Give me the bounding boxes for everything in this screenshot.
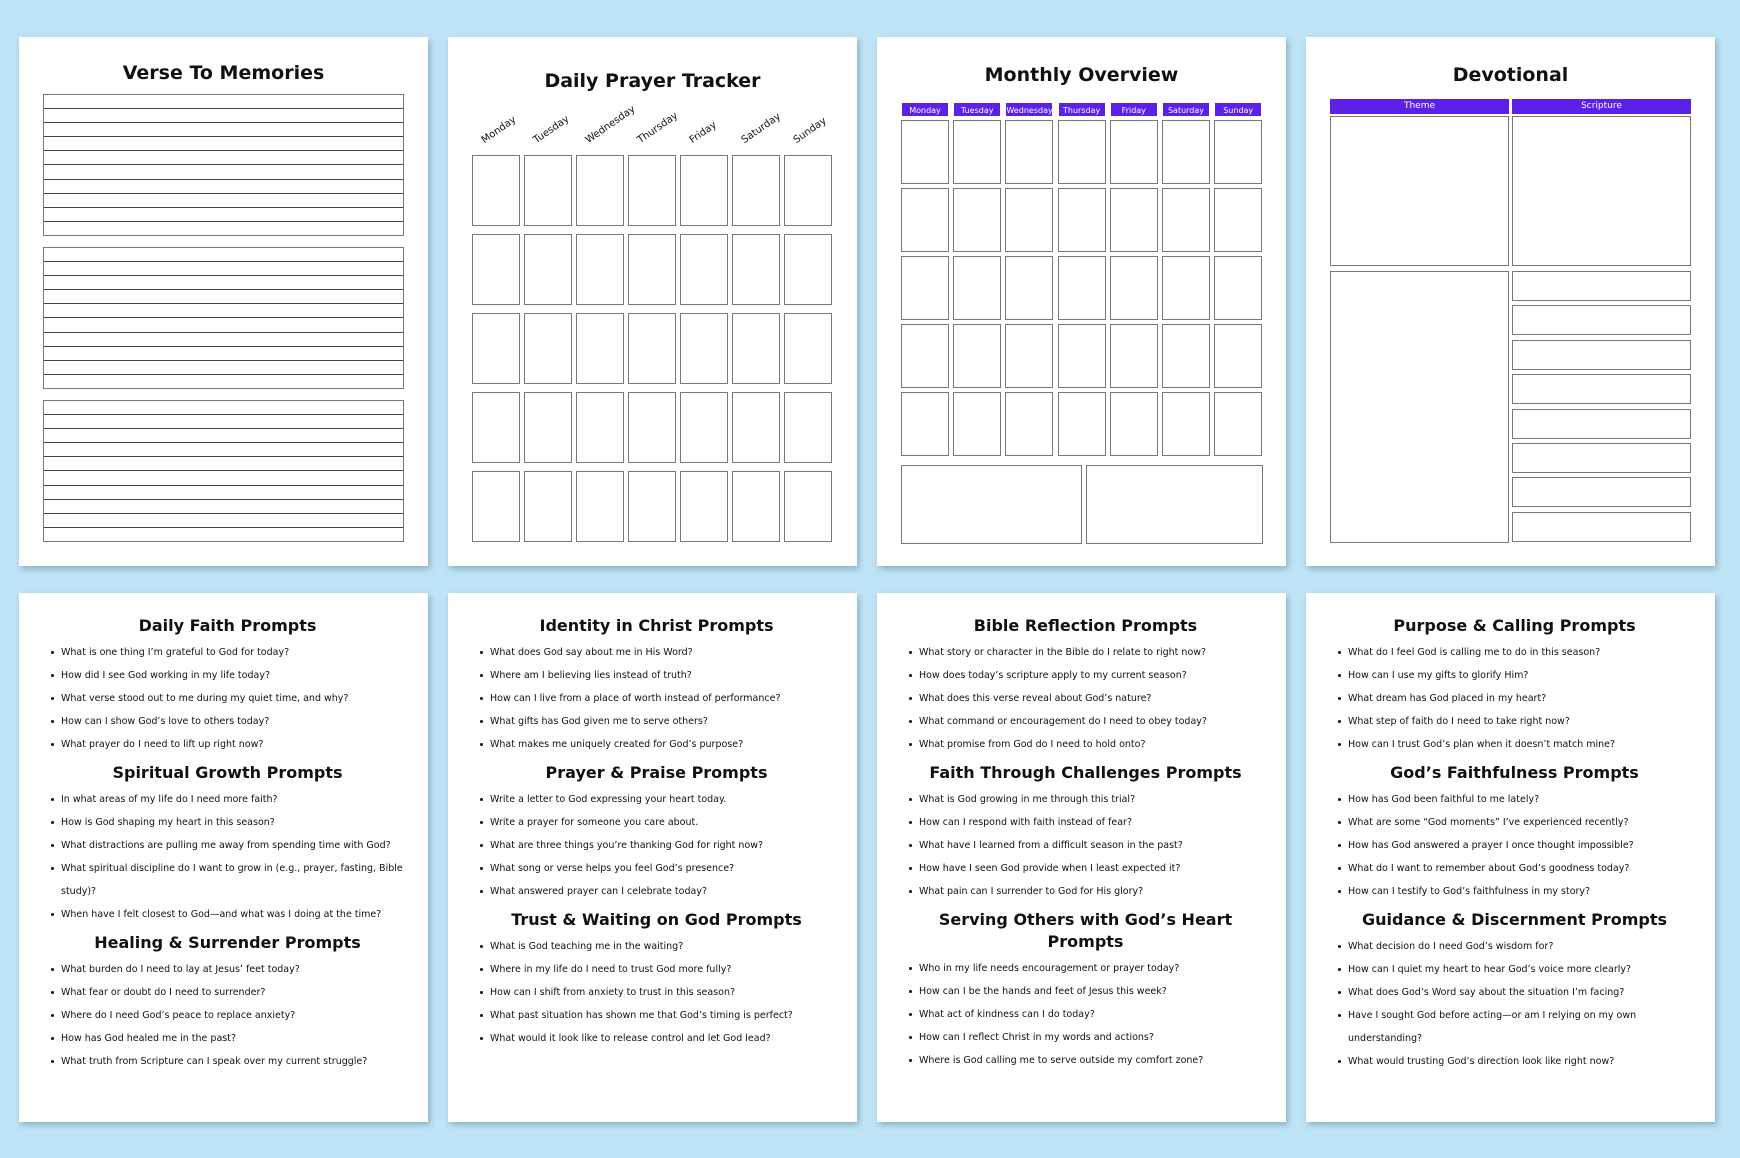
prayer-cell: [680, 392, 728, 463]
prayer-cell: [784, 392, 832, 463]
prompt-section-title: Bible Reflection Prompts: [973, 616, 1198, 635]
page-title: Daily Prayer Tracker: [544, 70, 761, 92]
page-title: Devotional: [1452, 64, 1569, 86]
calendar-cell: [1058, 392, 1106, 456]
verse-to-memories-page: [19, 37, 428, 566]
prompt-list: [47, 788, 408, 926]
calendar-cell: [901, 324, 949, 388]
prompt-item: What story or character in the Bible do I relate to right now?: [905, 641, 1266, 664]
prompt-item: How can I use my gifts to glorify Him?: [1334, 664, 1695, 687]
prompt-item: What have I learned from a difficult season in the past?: [905, 834, 1266, 857]
prompt-item: What is one thing I’m grateful to God for today?: [47, 641, 408, 664]
prompt-item: What act of kindness can I do today?: [905, 1003, 1266, 1026]
writing-line: [44, 95, 403, 109]
prompts-page-4: [1306, 593, 1715, 1122]
prompt-item: What pain can I surrender to God for His glory?: [905, 880, 1266, 903]
calendar-cell: [1110, 256, 1158, 320]
calendar-day-header: Monday: [901, 102, 949, 117]
devotional-row-box: [1512, 340, 1691, 370]
prayer-cell: [732, 471, 780, 542]
writing-line: [44, 180, 403, 194]
writing-line: [44, 347, 403, 361]
calendar-cell: [1005, 392, 1053, 456]
prayer-cell: [576, 234, 624, 305]
devotional-row-box: [1512, 443, 1691, 473]
prompt-item: What do I want to remember about God’s goodness today?: [1334, 857, 1695, 880]
prompt-item: Where in my life do I need to trust God more fully?: [476, 958, 837, 981]
notes-box-right: [1086, 465, 1263, 544]
calendar-cell: [1005, 324, 1053, 388]
writing-line: [44, 137, 403, 151]
prayer-cell: [472, 234, 520, 305]
prompt-section-title: Healing & Surrender Prompts: [94, 933, 361, 952]
writing-line: [44, 304, 403, 318]
writing-line: [44, 290, 403, 304]
prompt-section-title: Purpose & Calling Prompts: [1393, 616, 1636, 635]
prompt-item: How can I testify to God’s faithfulness in my story?: [1334, 880, 1695, 903]
writing-line: [44, 262, 403, 276]
calendar-cell: [901, 256, 949, 320]
prompt-item: How can I show God’s love to others today?: [47, 710, 408, 733]
prompt-item: What step of faith do I need to take right now?: [1334, 710, 1695, 733]
prompt-item: How can I respond with faith instead of fear?: [905, 811, 1266, 834]
prompt-section-title: God’s Faithfulness Prompts: [1390, 763, 1639, 782]
prompt-item: What song or verse helps you feel God’s presence?: [476, 857, 837, 880]
prompt-item: Where am I believing lies instead of truth?: [476, 664, 837, 687]
prompt-item: What does this verse reveal about God’s nature?: [905, 687, 1266, 710]
prompt-item: How has God answered a prayer I once thought impossible?: [1334, 834, 1695, 857]
prayer-cell: [732, 392, 780, 463]
calendar-cell: [901, 392, 949, 456]
scripture-box: [1512, 116, 1691, 266]
prompt-section-title: Prayer & Praise Prompts: [545, 763, 768, 782]
calendar-day-header: Saturday: [1162, 102, 1210, 117]
prompt-item: What command or encouragement do I need to obey today?: [905, 710, 1266, 733]
prompt-item: What makes me uniquely created for God’s purpose?: [476, 733, 837, 756]
calendar-day-header: Tuesday: [953, 102, 1001, 117]
prompt-item: What does God say about me in His Word?: [476, 641, 837, 664]
prayer-cell: [524, 313, 572, 384]
prompt-item: How have I seen God provide when I least expected it?: [905, 857, 1266, 880]
reflection-box: [1330, 271, 1509, 543]
prompt-item: What are some “God moments” I’ve experienced recently?: [1334, 811, 1695, 834]
calendar-cell: [1058, 188, 1106, 252]
calendar-cell: [901, 120, 949, 184]
day-label: Tuesday: [531, 113, 572, 146]
devotional-row-box: [1512, 477, 1691, 507]
calendar-cell: [953, 188, 1001, 252]
writing-line: [44, 375, 403, 389]
calendar-cell: [1110, 120, 1158, 184]
calendar-cell: [1005, 256, 1053, 320]
calendar-cell: [1110, 188, 1158, 252]
prompts-content: [47, 615, 408, 1073]
prompt-item: How can I reflect Christ in my words and actions?: [905, 1026, 1266, 1049]
prompt-list: [476, 935, 837, 1050]
prayer-cell: [732, 313, 780, 384]
calendar-day-header: Sunday: [1214, 102, 1262, 117]
calendar-day-header: Wednesday: [1005, 102, 1053, 117]
prayer-cell: [784, 155, 832, 226]
day-label: Saturday: [739, 111, 783, 146]
prayer-cell: [524, 392, 572, 463]
prompt-item: How is God shaping my heart in this season?: [47, 811, 408, 834]
prompt-item: How does today’s scripture apply to my current season?: [905, 664, 1266, 687]
prompt-item: What do I feel God is calling me to do in this season?: [1334, 641, 1695, 664]
prompt-item: What is God teaching me in the waiting?: [476, 935, 837, 958]
prompt-item: What are three things you’re thanking God for right now?: [476, 834, 837, 857]
prompt-section-title: Spiritual Growth Prompts: [112, 763, 343, 782]
prayer-cell: [628, 234, 676, 305]
prompt-list: [47, 641, 408, 756]
prompt-section-title: Guidance & Discernment Prompts: [1361, 910, 1668, 929]
calendar-cell: [1058, 120, 1106, 184]
writing-line: [44, 429, 403, 443]
prompts-page-1: [19, 593, 428, 1122]
writing-line: [44, 165, 403, 179]
calendar-cell: [1110, 392, 1158, 456]
calendar-cell: [1162, 120, 1210, 184]
prompt-section-title: Identity in Christ Prompts: [539, 616, 774, 635]
calendar-day-header: Thursday: [1058, 102, 1106, 117]
prompt-list: [1334, 641, 1695, 756]
prompt-list: [1334, 788, 1695, 903]
prayer-cell: [524, 234, 572, 305]
writing-line: [44, 194, 403, 208]
prompt-item: What does God’s Word say about the situation I’m facing?: [1334, 981, 1695, 1004]
prompt-item: How has God been faithful to me lately?: [1334, 788, 1695, 811]
calendar-cell: [1058, 256, 1106, 320]
writing-line: [44, 528, 403, 542]
prompt-item: How can I shift from anxiety to trust in this season?: [476, 981, 837, 1004]
prompt-list: [47, 958, 408, 1073]
devotional-row-box: [1512, 409, 1691, 439]
daily-prayer-tracker-page: [448, 37, 857, 566]
prayer-cell: [472, 471, 520, 542]
devotional-row-box: [1512, 271, 1691, 301]
verse-lines-block: [43, 400, 404, 542]
prayer-cell: [524, 155, 572, 226]
prompt-item: What promise from God do I need to hold onto?: [905, 733, 1266, 756]
writing-line: [44, 415, 403, 429]
prayer-cell: [680, 155, 728, 226]
calendar-cell: [901, 188, 949, 252]
prompt-item: What would it look like to release control and let God lead?: [476, 1027, 837, 1050]
day-label: Monday: [479, 114, 519, 146]
calendar-cell: [1214, 256, 1262, 320]
prompt-item: How has God healed me in the past?: [47, 1027, 408, 1050]
theme-box: [1330, 116, 1509, 266]
prompt-list: [476, 641, 837, 756]
prayer-cell: [680, 471, 728, 542]
writing-line: [44, 123, 403, 137]
prompts-content: [476, 615, 837, 1050]
writing-line: [44, 318, 403, 332]
prayer-cell: [680, 234, 728, 305]
prompt-item: What burden do I need to lay at Jesus’ feet today?: [47, 958, 408, 981]
scripture-header: Scripture: [1512, 99, 1691, 114]
prayer-cell: [472, 313, 520, 384]
prayer-cell: [784, 471, 832, 542]
calendar-day-header: Friday: [1110, 102, 1158, 117]
verse-lines-block: [43, 94, 404, 236]
calendar-cell: [1058, 324, 1106, 388]
writing-line: [44, 471, 403, 485]
prompt-item: How can I quiet my heart to hear God’s voice more clearly?: [1334, 958, 1695, 981]
writing-line: [44, 486, 403, 500]
prayer-cell: [576, 155, 624, 226]
prompt-item: What spiritual discipline do I want to grow in (e.g., prayer, fasting, Bible study)?: [47, 857, 408, 903]
writing-line: [44, 401, 403, 415]
page-title: Verse To Memories: [122, 62, 325, 84]
calendar-cell: [1214, 392, 1262, 456]
prompt-item: How can I live from a place of worth instead of performance?: [476, 687, 837, 710]
prompt-list: [1334, 935, 1695, 1073]
day-label: Thursday: [635, 110, 681, 146]
writing-line: [44, 248, 403, 262]
calendar-cell: [1162, 324, 1210, 388]
page-title: Monthly Overview: [984, 64, 1179, 86]
prompt-list: [476, 788, 837, 903]
prompts-content: [1334, 615, 1695, 1073]
prayer-cell: [680, 313, 728, 384]
prompt-item: What fear or doubt do I need to surrender?: [47, 981, 408, 1004]
prompt-item: What gifts has God given me to serve others?: [476, 710, 837, 733]
day-label: Wednesday: [583, 103, 638, 146]
prompt-item: Who in my life needs encouragement or prayer today?: [905, 957, 1266, 980]
calendar-cell: [1162, 392, 1210, 456]
prompt-item: What verse stood out to me during my quiet time, and why?: [47, 687, 408, 710]
verse-lines-block: [43, 247, 404, 389]
prompt-item: Write a prayer for someone you care about.: [476, 811, 837, 834]
prompt-list: [905, 641, 1266, 756]
prayer-cell: [628, 392, 676, 463]
writing-line: [44, 208, 403, 222]
prompt-item: What decision do I need God’s wisdom for?: [1334, 935, 1695, 958]
writing-line: [44, 443, 403, 457]
devotional-row-box: [1512, 305, 1691, 335]
calendar-cell: [953, 324, 1001, 388]
calendar-cell: [1214, 188, 1262, 252]
prayer-cell: [576, 471, 624, 542]
prompt-section-title: Faith Through Challenges Prompts: [929, 763, 1242, 782]
writing-line: [44, 222, 403, 236]
prompts-page-2: [448, 593, 857, 1122]
calendar-cell: [953, 392, 1001, 456]
prompt-item: What dream has God placed in my heart?: [1334, 687, 1695, 710]
prompt-item: In what areas of my life do I need more faith?: [47, 788, 408, 811]
calendar-cell: [1162, 256, 1210, 320]
calendar-cell: [1110, 324, 1158, 388]
day-label: Sunday: [791, 115, 829, 146]
monthly-overview-page: [877, 37, 1286, 566]
prompt-item: What answered prayer can I celebrate today?: [476, 880, 837, 903]
prayer-cell: [472, 155, 520, 226]
prayer-cell: [472, 392, 520, 463]
prompt-item: How can I trust God’s plan when it doesn’t match mine?: [1334, 733, 1695, 756]
prompt-item: What prayer do I need to lift up right now?: [47, 733, 408, 756]
writing-line: [44, 333, 403, 347]
prompt-item: When have I felt closest to God—and what was I doing at the time?: [47, 903, 408, 926]
prompt-item: Have I sought God before acting—or am I relying on my own understanding?: [1334, 1004, 1695, 1050]
prompt-item: How can I be the hands and feet of Jesus this week?: [905, 980, 1266, 1003]
writing-line: [44, 151, 403, 165]
prayer-cell: [576, 392, 624, 463]
prompt-section-title: Serving Others with God’s Heart Prompts: [938, 910, 1233, 951]
writing-line: [44, 500, 403, 514]
devotional-page: [1306, 37, 1715, 566]
prompt-list: [905, 788, 1266, 903]
prompt-item: What distractions are pulling me away from spending time with God?: [47, 834, 408, 857]
calendar-cell: [1005, 188, 1053, 252]
calendar-cell: [1162, 188, 1210, 252]
prayer-cell: [628, 313, 676, 384]
devotional-row-box: [1512, 374, 1691, 404]
prayer-cell: [732, 234, 780, 305]
prompts-page-3: [877, 593, 1286, 1122]
day-label: Friday: [687, 119, 719, 146]
prompt-item: What past situation has shown me that God’s timing is perfect?: [476, 1004, 837, 1027]
prompt-item: Where do I need God’s peace to replace anxiety?: [47, 1004, 408, 1027]
prompt-section-title: Trust & Waiting on God Prompts: [511, 910, 802, 929]
prayer-cell: [628, 471, 676, 542]
writing-line: [44, 109, 403, 123]
calendar-cell: [1214, 324, 1262, 388]
prompt-item: What would trusting God’s direction look like right now?: [1334, 1050, 1695, 1073]
theme-header: Theme: [1330, 99, 1509, 114]
calendar-cell: [953, 256, 1001, 320]
notes-box-left: [901, 465, 1082, 544]
devotional-row-box: [1512, 512, 1691, 542]
writing-line: [44, 514, 403, 528]
prompts-content: [905, 615, 1266, 1072]
prompt-list: [905, 957, 1266, 1072]
prayer-cell: [576, 313, 624, 384]
prompt-item: Write a letter to God expressing your heart today.: [476, 788, 837, 811]
calendar-cell: [1005, 120, 1053, 184]
prompt-item: What truth from Scripture can I speak over my current struggle?: [47, 1050, 408, 1073]
prayer-cell: [524, 471, 572, 542]
prayer-cell: [732, 155, 780, 226]
prayer-cell: [784, 313, 832, 384]
prayer-cell: [784, 234, 832, 305]
calendar-cell: [953, 120, 1001, 184]
writing-line: [44, 457, 403, 471]
prompt-item: How did I see God working in my life today?: [47, 664, 408, 687]
prompt-item: Where is God calling me to serve outside my comfort zone?: [905, 1049, 1266, 1072]
prompt-item: What is God growing in me through this trial?: [905, 788, 1266, 811]
writing-line: [44, 276, 403, 290]
prayer-cell: [628, 155, 676, 226]
prompt-section-title: Daily Faith Prompts: [138, 616, 317, 635]
calendar-cell: [1214, 120, 1262, 184]
writing-line: [44, 361, 403, 375]
